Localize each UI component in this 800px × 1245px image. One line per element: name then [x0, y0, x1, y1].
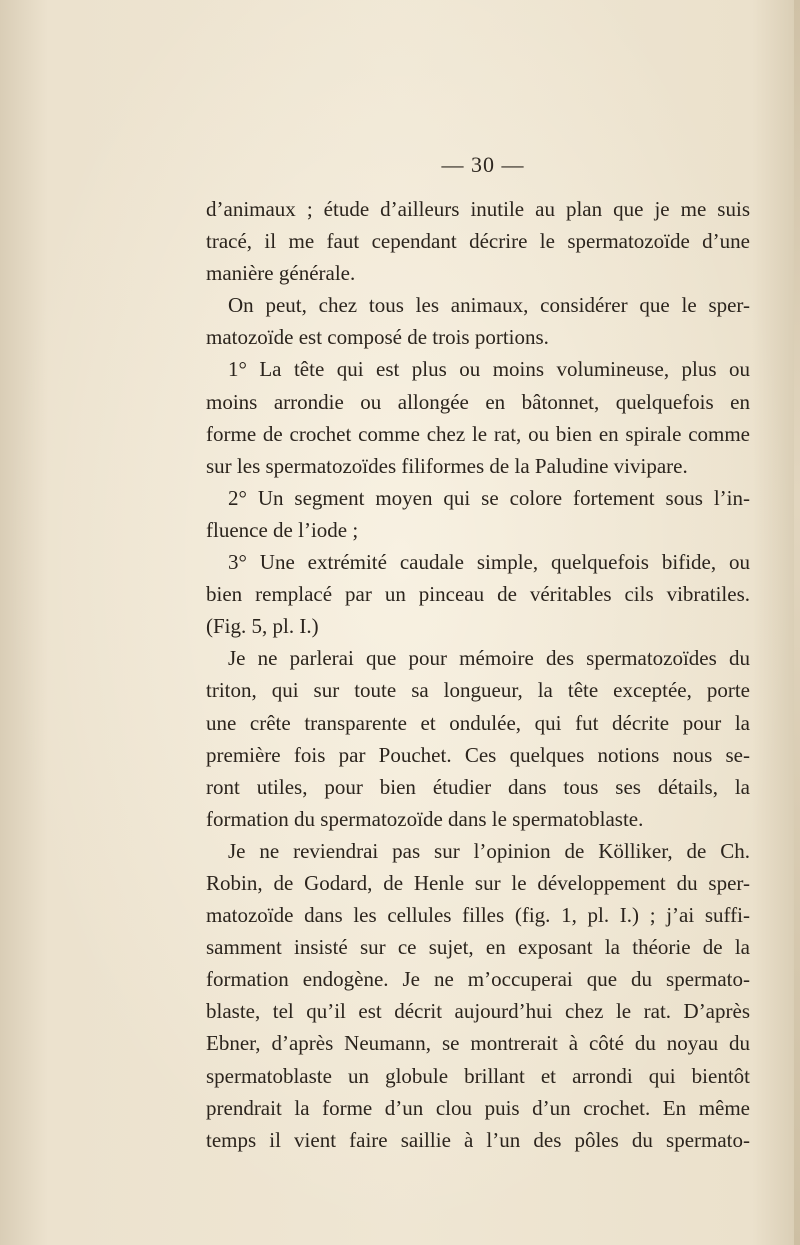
- text-line: une crête transparente et ondulée, qui fut décrite pour la: [206, 710, 750, 735]
- text-line: blaste, tel qu’il est décrit aujourd’hui chez le rat. D’après: [206, 999, 750, 1024]
- text-line: 3° Une extrémité caudale simple, quelquefois bifide, ou: [228, 550, 750, 575]
- text-line: forme de crochet comme chez le rat, ou bien en spirale comme: [206, 421, 750, 446]
- text-line: spermatoblaste un globule brillant et arrondi qui bientôt: [206, 1063, 750, 1088]
- text-line: temps il vient faire saillie à l’un des pôles du spermato-: [206, 1127, 750, 1152]
- text-line: On peut, chez tous les animaux, considérer que le sper-: [228, 293, 750, 318]
- text-line: fluence de l’iode ;: [206, 517, 359, 542]
- text-line: d’animaux ; étude d’ailleurs inutile au plan que je me suis: [206, 197, 750, 221]
- text-line: formation du spermatozoïde dans le spermatoblaste.: [206, 806, 644, 831]
- text-line: tracé, il me faut cependant décrire le spermatozoïde d’une: [206, 229, 750, 254]
- text-line: formation endogène. Je ne m’occuperai que du spermato-: [206, 967, 750, 992]
- text-line: 1° La tête qui est plus ou moins volumineuse, plus ou: [228, 357, 750, 382]
- text-line: 2° Un segment moyen qui se colore fortement sous l’in-: [228, 485, 750, 510]
- text-line: prendrait la forme d’un clou puis d’un crochet. En même: [206, 1095, 750, 1120]
- text-line: (Fig. 5, pl. I.): [206, 614, 319, 639]
- body-text: [206, 193, 750, 1156]
- text-line: triton, qui sur toute sa longueur, la tête exceptée, porte: [206, 678, 750, 703]
- page-number: — 30 —: [441, 152, 525, 177]
- text-line: bien remplacé par un pinceau de véritables cils vibratiles.: [206, 582, 750, 607]
- page-edge: [794, 0, 800, 1245]
- text-line: Je ne reviendrai pas sur l’opinion de Kölliker, de Ch.: [228, 838, 750, 863]
- text-line: ront utiles, pour bien étudier dans tous ses détails, la: [206, 774, 750, 799]
- text-line: Ebner, d’après Neumann, se montrerait à côté du noyau du: [206, 1031, 750, 1056]
- text-line: première fois par Pouchet. Ces quelques notions nous se-: [206, 742, 750, 767]
- text-line: matozoïde dans les cellules filles (fig. 1, pl. I.) ; j’ai suffi-: [206, 903, 750, 928]
- text-line: moins arrondie ou allongée en bâtonnet, quelquefois en: [206, 389, 750, 414]
- text-line: Robin, de Godard, de Henle sur le développement du sper-: [206, 870, 750, 895]
- text-line: Je ne parlerai que pour mémoire des spermatozoïdes du: [228, 646, 750, 671]
- text-line: samment insisté sur ce sujet, en exposant la théorie de la: [206, 935, 750, 960]
- text-line: sur les spermatozoïdes filiformes de la Paludine vivipare.: [206, 453, 688, 478]
- text-line: matozoïde est composé de trois portions.: [206, 325, 549, 350]
- text-line: manière générale.: [206, 261, 356, 286]
